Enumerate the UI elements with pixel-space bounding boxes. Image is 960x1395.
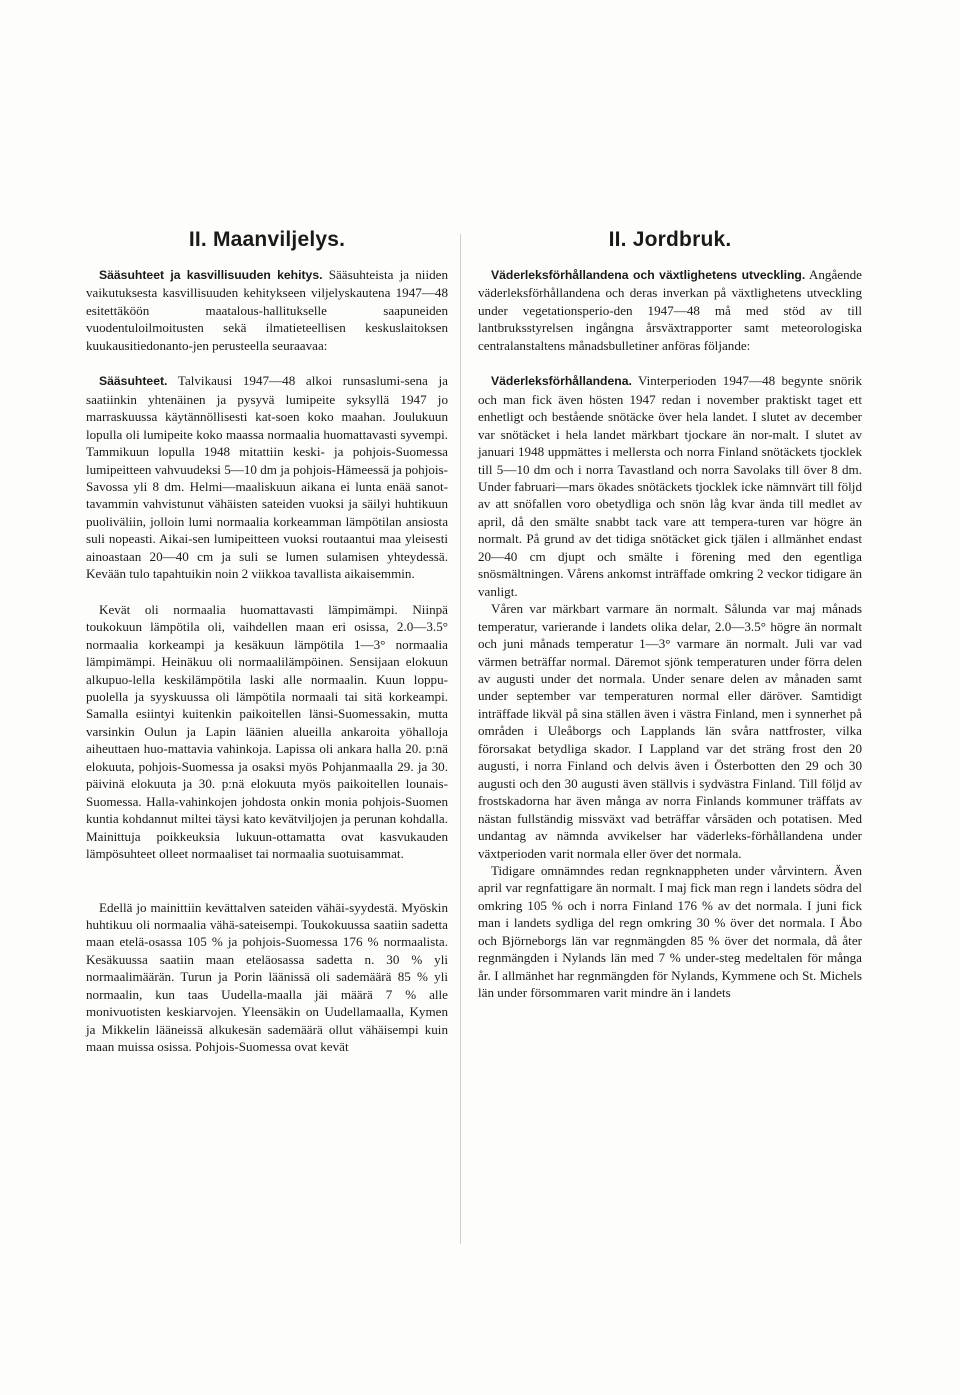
swedish-paragraph-4: Tidigare omnämndes redan regnknappheten under vårvintern. Även april var regnfattigare än normalt. I maj fick man regn i landets södra del omkring 105 % och i norra Finland 176 % av det normala. I juni fick man i landets sydliga del regn omkring 30 % över det normala. I Åbo och Björneborgs län var regnmängden 85 % över det normala, då åter regnmängden i Nylands län med 7 % under-steg medeltalen för många år. I allmänhet har regnmängden för Nylands, Kymmene och St. Michels län under försommaren varit mindre än i landets [478, 862, 862, 1001]
swedish-heading: II. Jordbruk. [608, 228, 732, 251]
finnish-paragraph-2-text: Talvikausi 1947—48 alkoi runsaslumi-sena ja saatiinkin yhtenäinen ja pysyvä lumipeite syksyllä 1947 jo marraskuussa käytännöllisesti kat-soen koko maahan. Joulukuun lopulla oli lumipeite koko maassa normaalia huomattavasti syvempi. Tammikuun lopulla 1948 mitattiin keski- ja pohjois-Suomessa lumipeitteen vahvuudeksi 5—10 dm ja pohjois-Hämeessä ja pohjois-Savossa yli 8 dm. Helmi—maaliskuun aikana ei lunta enää sanot-tavammin vahvistunut vähäisten sateiden vuoksi ja säilyi huhtikuun puoliväliin, jolloin lumi normaalia korkeamman lämpötilan ansiosta suli nopeasti. Aikai-sen lumipeitteen vuoksi routaantui maa yleisesti ainoastaan 20—40 cm ja suli se lumen sulamisen yhteydessä. Kevään tulo tapahtuikin noin 2 viikkoa tavallista aikaisemmin. [86, 373, 448, 582]
swedish-column [478, 228, 862, 1002]
finnish-paragraph-1-lead: Sääsuhteet ja kasvillisuuden kehitys. [99, 268, 323, 282]
swedish-paragraph-2-text: Vinterperioden 1947—48 begynte snörik och man fick även hösten 1947 redan i november praktiskt taget ett enhetligt och bestående snötäcke över hela landet. I slutet av december var snötäcket i hela landet märkbart tjockare än nor-malt. I slutet av januari 1948 uppmättes i mellersta och norra Finland snötäckets tjocklek till 5—10 dm och i norra Tavastland och norra Savolaks till över 8 dm. Under fabruari—mars ökades snötäckets tjocklek icke nämnvärt till följd av att snöfallen voro obetydliga och snön låg kvar ända till medlet av april, då den smälte snabbt tack vare att tempera-turen var högre än normalt. På grund av det tidiga snötäcket gick tjälen i allmänhet endast 20—40 cm djupt och smälte i förening med den egentliga snösmältningen. Vårens ankomst inträffade omkring 2 veckor tidigare än vanligt. [478, 373, 862, 599]
finnish-paragraph-1 [86, 266, 448, 354]
finnish-heading: II. Maanviljelys. [188, 228, 346, 251]
finnish-paragraph-3: Kevät oli normaalia huomattavasti lämpimämpi. Niinpä toukokuun lämpötila oli, vaihdellen maan eri osissa, 2.0—3.5° normaalia korkeampi ja kesäkuun lämpötila 1—3° normaalia lämpimämpi. Heinäkuu oli normaalilämpöinen. Sensijaan elokuun alkupuo-lella keskilämpötila laski alle normaalin. Kuun loppu-puolella ja syyskuussa oli lämpötila normaali tai sitä korkeampi. Samalla esiintyi kuitenkin paikoitellen länsi-Suomessakin, mutta varsinkin Oulun ja Lapin läänien alueilla ankaroita yöhalloja aiheuttaen huo-mattavia vahinkoja. Lapissa oli ankara halla 20. p:nä elokuuta, pohjois-Suomessa ja osaksi myös Pohjanmaalla 29. ja 30. päivinä elokuuta ja 30. p:nä elokuuta myös paikoitellen lounais-Suomessa. Halla-vahinkojen johdosta onkin monia pohjois-Suomen kuntia kohdannut miltei täysi kato kevätviljojen ja perunan kohdalla. Mainittuja poikkeuksia lukuun-ottamatta ovat kasvukauden lämpösuhteet olleet normaaliset tai normaalia suotuisammat. [86, 601, 448, 862]
finnish-paragraph-1-text: Sääsuhteista ja niiden vaikutuksesta kasvillisuuden kehitykseen viljelyskautena 1947—48 esitettäköön maatalous-hallitukselle saapuneiden vuodentuloilmoitusten sekä ilmatieteellisen keskuslaitoksen kuukausitiedonanto-jen perusteella seuraavaa: [86, 267, 448, 353]
swedish-paragraph-3: Våren var märkbart varmare än normalt. Sålunda var maj månads temperatur, varierande i landets olika delar, 2.0—3.5° högre än normalt och juni månads temperatur 1—3° varmare än normalt. Juli var vad värmen beträffar normal. Däremot sjönk temperaturen under förra delen av augusti under det normala. Under senare delen av månaden samt under september var temperaturen normal eller däröver. Samtidigt inträffade likväl på sina ställen även i västra Finland, men i synnerhet på områden i Uleåborgs och Lapplands län svåra nattfroster, vilka förorsakat betydliga skador. I Lappland var det sträng frost den 20 augusti, i norra Finland och delvis även i Österbotten den 29 och 30 augusti och den 30 augusti även ställvis i sydvästra Finland. Till följd av frostskadorna har även många av norra Finlands kommuner träffats av nästan fullständig missväxt vad beträffar vårsäden och potatisen. Med undantag av nämnda avvikelser har väderleks-förhållandena under växtperioden varit normala eller över det normala. [478, 601, 862, 861]
finnish-column [86, 228, 448, 1056]
finnish-paragraph-4: Edellä jo mainittiin kevättalven sateiden vähäi-syydestä. Myöskin huhtikuu oli normaalia vähä-sateisempi. Toukokuussa saatiin sadetta maan etelä-osassa 105 % ja pohjois-Suomessa 176 % normaalista. Kesäkuussa saatiin maan eteläosassa sadetta n. 30 % yli normaalimäärän. Turun ja Porin läänissä oli sademäärä 85 % yli normaalin, kun taas Uudella-maalla jäi määrä 7 % alle monivuotisten keskiarvojen. Yleensäkin on Uudellamaalla, Kymen ja Mikkelin lääneissä alkukesän sademäärä ollut vähäisempi kuin maan muissa osissa. Pohjois-Suomessa ovat kevät [86, 899, 448, 1055]
finnish-paragraph-2 [86, 372, 448, 582]
swedish-paragraph-1 [478, 266, 862, 354]
swedish-paragraph-1-lead: Väderleksförhållandena och växtlighetens utveckling. [491, 268, 806, 282]
swedish-paragraph-2-lead: Väderleksförhållandena. [491, 374, 632, 389]
swedish-paragraph-2 [478, 372, 862, 600]
column-divider [460, 234, 461, 1244]
finnish-paragraph-2-lead: Sääsuhteet. [99, 374, 168, 389]
swedish-paragraph-1-text: Angående väderleksförhållandena och deras inverkan på växtlighetens utveckling under vegetationsperio-den 1947—48 må med stöd av till lantbruksstyrelsen ingångna årsväxtrapporter samt meteorologiska centralanstaltens månadsbulletiner anföras följande: [478, 267, 862, 353]
